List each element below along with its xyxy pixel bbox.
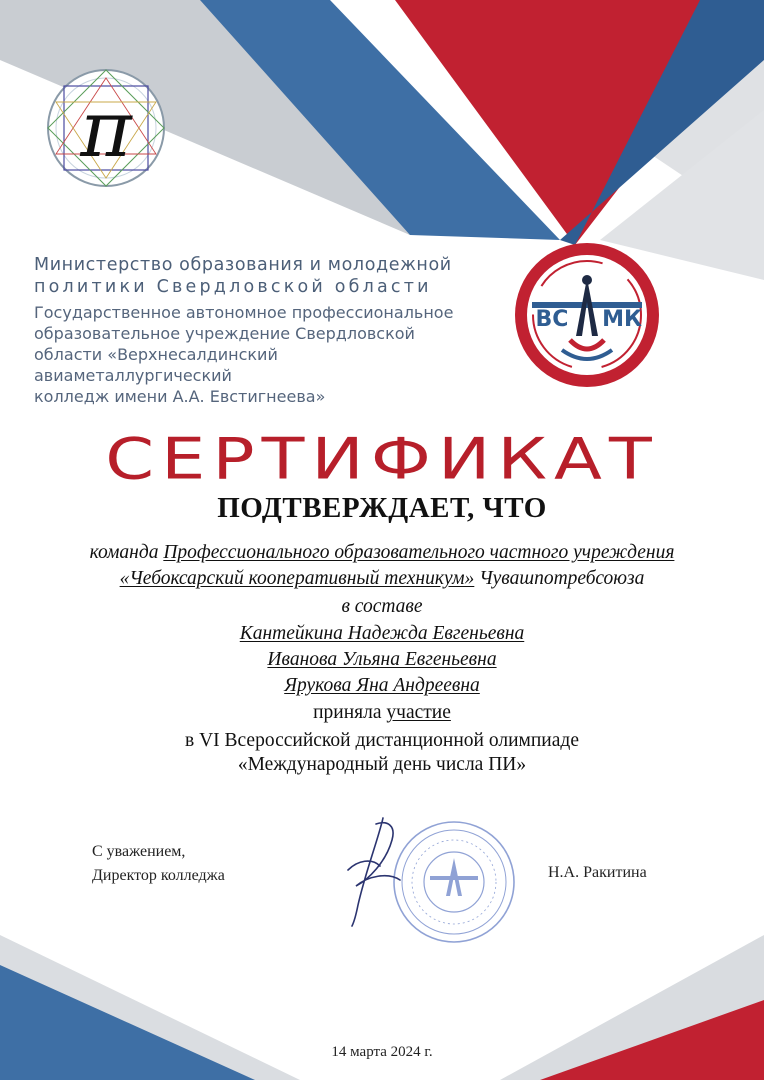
confirms-heading: ПОДТВЕРЖДАЕТ, ЧТО xyxy=(217,492,547,524)
college-logo-icon xyxy=(512,240,662,390)
college-mark-left: ВС xyxy=(535,307,569,332)
event-line-2: «Международный день числа ПИ» xyxy=(237,754,527,775)
ministry-line-2: политики Свердловской области xyxy=(34,277,432,297)
team-org-name-2: «Чебоксарский кооперативный техникум» xyxy=(119,568,475,589)
ministry-line-1: Министерство образования и молодежной xyxy=(34,255,452,275)
team-org-line-2 xyxy=(0,566,764,591)
member-name: Иванова Ульяна Евгеньевна xyxy=(267,649,497,670)
pi-symbol: π xyxy=(80,85,132,175)
regards-text: С уважением, xyxy=(92,843,186,860)
composition-label: в составе xyxy=(341,596,423,617)
signatory-name: Н.А. Ракитина xyxy=(548,864,647,881)
team-prefix: команда xyxy=(89,542,159,563)
member-name: Кантейкина Надежда Евгеньевна xyxy=(239,623,525,644)
pi-logo-icon xyxy=(44,66,168,190)
team-org-line-1 xyxy=(0,540,764,565)
event-line-1: в VI Всероссийской дистанционной олимпиаде xyxy=(185,730,579,751)
issuer-block xyxy=(34,254,474,407)
signatory-position: Директор колледжа xyxy=(92,867,225,884)
participation-noun: участие xyxy=(386,702,451,723)
member-name: Ярукова Яна Андреевна xyxy=(284,675,480,696)
participation-verb: приняла xyxy=(313,702,382,723)
signatory-block xyxy=(92,840,225,888)
participation-line xyxy=(0,700,764,725)
college-mark-right: МК xyxy=(602,307,642,332)
blue-bottom-left xyxy=(0,965,255,1080)
handwritten-signature-icon xyxy=(328,810,438,930)
institution-name: Государственное автономное профессиональное образовательное учреждение Свердловской области «Верхнесалдинский авиаметаллургический колледж имени А.А. Евстигнеева» xyxy=(34,303,454,406)
issue-date: 14 марта 2024 г. xyxy=(331,1044,433,1060)
team-org-suffix: Чувашпотребсоюза xyxy=(479,568,645,589)
team-org-name-1: Профессионального образовательного частного учреждения xyxy=(163,542,675,563)
certificate-title: СЕРТИФИКАТ xyxy=(105,425,659,493)
